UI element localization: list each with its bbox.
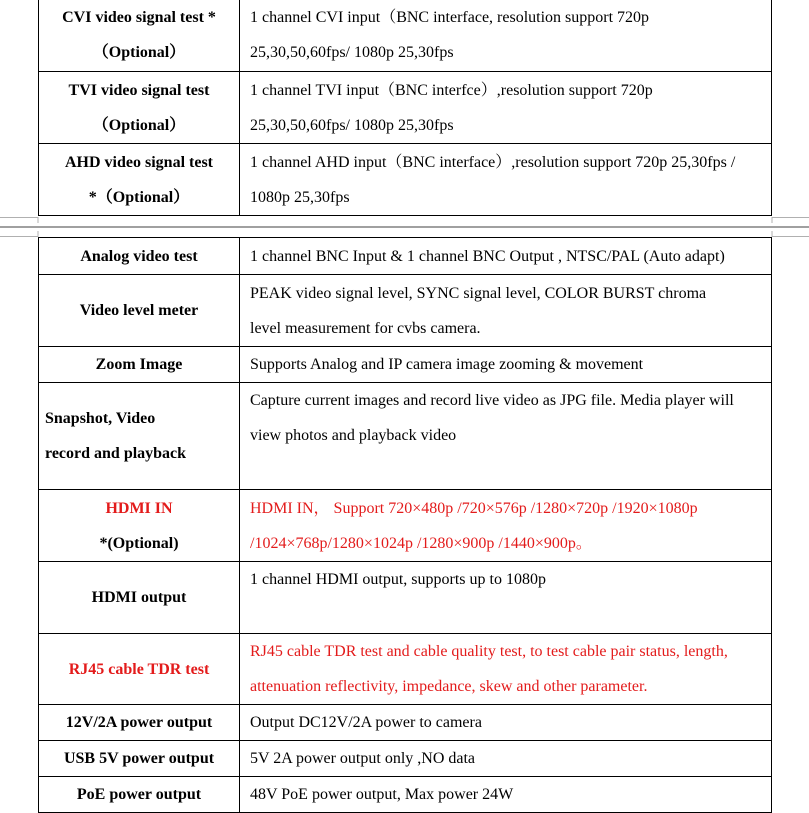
table-row <box>39 490 772 562</box>
desc-line: attenuation reflectivity, impedance, skew and other parameter. <box>250 678 648 695</box>
table-row <box>39 238 772 275</box>
spec-label-zoom: Zoom Image <box>39 347 240 383</box>
desc-line: 1 channel TVI input（BNC interfce）,resolution support 720p <box>250 81 653 99</box>
table-row <box>39 0 772 72</box>
label-line: TVI video signal test <box>68 81 210 99</box>
spec-label-analog: Analog video test <box>39 238 240 275</box>
label-line: Snapshot, Video <box>45 410 156 427</box>
page-break-lines <box>0 217 809 237</box>
spec-desc-rj45 <box>240 634 772 705</box>
spec-desc-12v: Output DC12V/2A power to camera <box>240 705 772 741</box>
table-row <box>39 72 772 144</box>
desc-line: view photos and playback video <box>250 427 457 444</box>
spec-label-ahd <box>39 144 240 216</box>
label-line: record and playback <box>45 445 187 462</box>
desc-line: PEAK video signal level, SYNC signal level, COLOR BURST chroma <box>250 284 707 302</box>
spec-table-top <box>38 0 772 216</box>
table-row <box>39 383 772 490</box>
label-line: CVI video signal test * <box>62 9 216 26</box>
desc-line: 1 channel AHD input（BNC interface）,resolution support 720p 25,30fps / <box>250 153 736 171</box>
spec-label-usb: USB 5V power output <box>39 741 240 777</box>
table-row <box>39 144 772 216</box>
spec-desc-tvi <box>240 72 772 144</box>
table-row <box>39 562 772 634</box>
label-line: AHD video signal test <box>65 153 213 171</box>
spec-table-bottom <box>38 237 772 813</box>
spec-label-tvi <box>39 72 240 144</box>
table-row <box>39 705 772 741</box>
page-break-separator <box>0 217 809 237</box>
spec-desc-hdmi-out: 1 channel HDMI output, supports up to 1080p <box>240 562 772 634</box>
table-row <box>39 777 772 813</box>
spec-desc-level <box>240 275 772 347</box>
table-row <box>39 347 772 383</box>
spec-label-12v: 12V/2A power output <box>39 705 240 741</box>
label-line: （Optional） <box>92 44 186 61</box>
desc-line: 25,30,50,60fps/ 1080p 25,30fps <box>250 44 454 61</box>
spec-label-snapshot <box>39 383 240 490</box>
spec-desc-usb: 5V 2A power output only ,NO data <box>240 741 772 777</box>
desc-line: /1024×768p/1280×1024p /1280×900p /1440×900p。 <box>250 534 592 552</box>
desc-line: 25,30,50,60fps/ 1080p 25,30fps <box>250 116 454 134</box>
spec-label-hdmi-out: HDMI output <box>39 562 240 634</box>
spec-desc-hdmi-in <box>240 490 772 562</box>
spec-desc-snapshot <box>240 383 772 490</box>
label-line: HDMI IN <box>105 499 173 517</box>
table-row <box>39 634 772 705</box>
desc-line: RJ45 cable TDR test and cable quality test, to test cable pair status, length, <box>250 643 728 660</box>
label-line: （Optional） <box>92 116 186 134</box>
spec-label-hdmi-in <box>39 490 240 562</box>
spec-desc-poe: 48V PoE power output, Max power 24W <box>240 777 772 813</box>
desc-line: 1 channel CVI input（BNC interface, resolution support 720p <box>250 9 650 26</box>
label-line: *（Optional） <box>88 188 190 206</box>
spec-label-rj45: RJ45 cable TDR test <box>39 634 240 705</box>
spec-desc-cvi <box>240 0 772 72</box>
spec-desc-ahd <box>240 144 772 216</box>
spec-label-cvi <box>39 0 240 72</box>
desc-line: HDMI IN， Support 720×480p /720×576p /1280×720p /1920×1080p <box>250 499 698 517</box>
spec-label-level: Video level meter <box>39 275 240 347</box>
desc-line: level measurement for cvbs camera. <box>250 319 481 337</box>
table-row <box>39 741 772 777</box>
desc-line: Capture current images and record live video as JPG file. Media player will <box>250 392 734 409</box>
desc-line: 1080p 25,30fps <box>250 188 350 206</box>
spec-desc-analog: 1 channel BNC Input & 1 channel BNC Output , NTSC/PAL (Auto adapt) <box>240 238 772 275</box>
spec-desc-zoom: Supports Analog and IP camera image zooming & movement <box>240 347 772 383</box>
table-row <box>39 275 772 347</box>
label-line: *(Optional) <box>99 534 179 552</box>
spec-label-poe: PoE power output <box>39 777 240 813</box>
